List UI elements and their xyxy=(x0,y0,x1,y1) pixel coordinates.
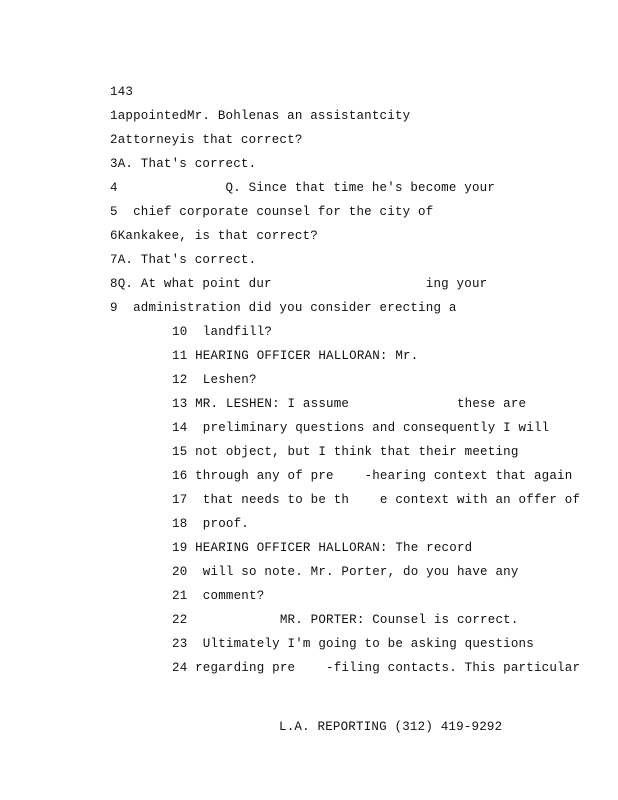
transcript-line-15: 15 not object, but I think that their meeting xyxy=(172,445,519,459)
transcript-line-17: 17 that needs to be th e context with an offer of xyxy=(172,493,581,507)
transcript-line-11: 11 HEARING OFFICER HALLORAN: Mr. xyxy=(172,349,419,363)
transcript-line-1: 1appointedMr. Bohlenas an assistantcity xyxy=(110,109,411,123)
transcript-line-2: 2attorneyis that correct? xyxy=(110,133,303,147)
transcript-line-12: 12 Leshen? xyxy=(172,373,257,387)
transcript-line-19: 19 HEARING OFFICER HALLORAN: The record xyxy=(172,541,473,555)
transcript-line-18: 18 proof. xyxy=(172,517,250,531)
transcript-line-22: 22 MR. PORTER: Counsel is correct. xyxy=(172,613,519,627)
transcript-line-5: 5 chief corporate counsel for the city of xyxy=(110,205,434,219)
transcript-line-9: 9 administration did you consider erecting a xyxy=(110,301,457,315)
transcript-line-4: 4 Q. Since that time he's become your xyxy=(110,181,496,195)
transcript-line-8: 8Q. At what point dur ing your xyxy=(110,277,488,291)
transcript-line-10: 10 landfill? xyxy=(172,325,273,339)
transcript-line-7: 7A. That's correct. xyxy=(110,253,257,267)
transcript-line-3: 3A. That's correct. xyxy=(110,157,257,171)
transcript-line-23: 23 Ultimately I'm going to be asking questions xyxy=(172,637,534,651)
transcript-line-16: 16 through any of pre -hearing context that again xyxy=(172,469,573,483)
page-number: 143 xyxy=(110,85,134,99)
transcript-line-21: 21 comment? xyxy=(172,589,265,603)
transcript-line-6: 6Kankakee, is that correct? xyxy=(110,229,318,243)
transcript-line-14: 14 preliminary questions and consequently I will xyxy=(172,421,550,435)
transcript-line-13: 13 MR. LESHEN: I assume these are xyxy=(172,397,527,411)
transcript-line-20: 20 will so note. Mr. Porter, do you have any xyxy=(172,565,519,579)
reporter-footer: L.A. REPORTING (312) 419-9292 xyxy=(279,720,503,734)
transcript-line-24: 24 regarding pre -filing contacts. This particular xyxy=(172,661,581,675)
